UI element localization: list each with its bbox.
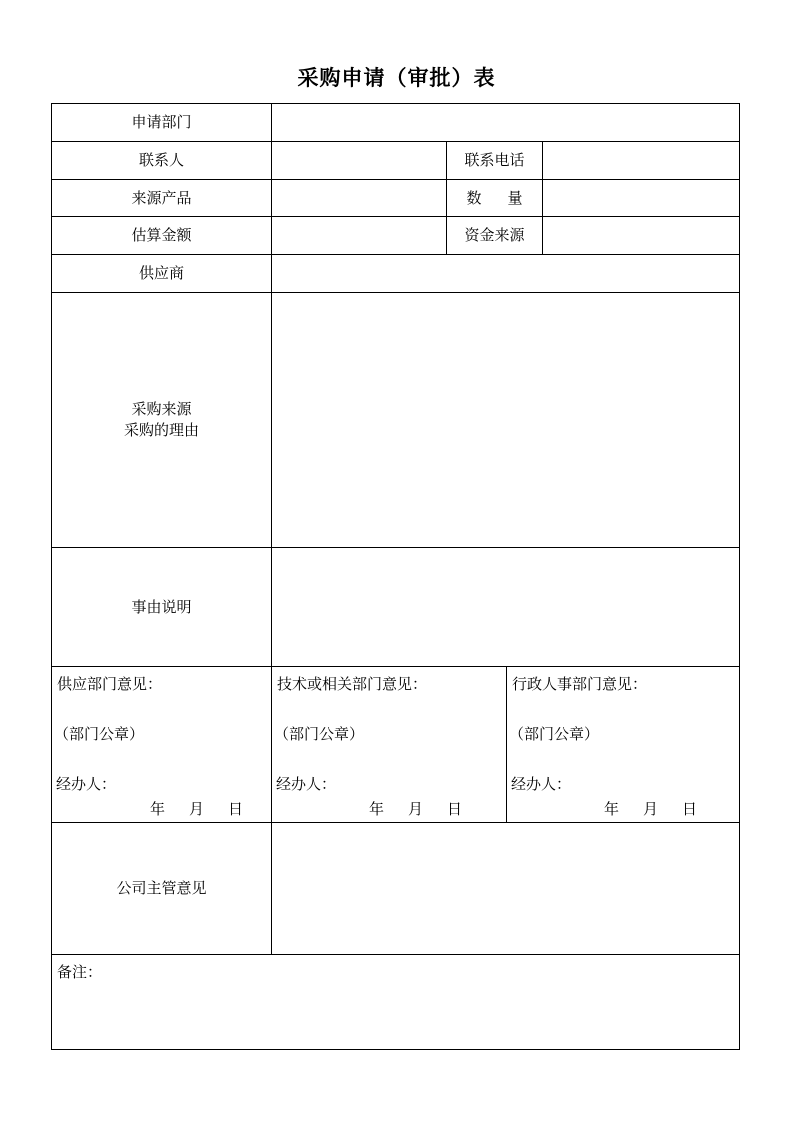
signature-date bbox=[150, 799, 243, 819]
opinion-label: 技术或相关部门意见： bbox=[277, 675, 428, 693]
fund-source-field[interactable] bbox=[543, 217, 739, 254]
year-label: 年 bbox=[369, 800, 385, 818]
phone-label: 联系电话 bbox=[464, 151, 525, 169]
signature-date bbox=[604, 799, 697, 819]
manager-opinion-label: 公司主管意见 bbox=[116, 879, 207, 897]
handler-label: 经办人： bbox=[276, 775, 337, 793]
estimate-field[interactable] bbox=[272, 217, 446, 254]
explanation-field[interactable] bbox=[272, 548, 739, 666]
handler-label: 经办人： bbox=[56, 775, 117, 793]
opinion-label: 行政人事部门意见： bbox=[512, 675, 648, 693]
department-seal-label: （部门公章） bbox=[274, 725, 365, 743]
form-title: 采购申请（审批）表 bbox=[297, 65, 496, 90]
quantity-label bbox=[447, 180, 542, 216]
opinion-column-divider bbox=[506, 666, 507, 822]
day-label: 日 bbox=[228, 800, 244, 818]
product-label: 来源产品 bbox=[131, 188, 192, 207]
day-label: 日 bbox=[447, 800, 463, 818]
supplier-field[interactable] bbox=[272, 255, 739, 292]
reason-label bbox=[52, 293, 271, 547]
row-divider bbox=[51, 954, 740, 955]
opinion-label: 供应部门意见： bbox=[57, 675, 163, 693]
department-label: 申请部门 bbox=[131, 113, 192, 131]
quantity-label-text bbox=[467, 188, 523, 209]
explanation-label: 事由说明 bbox=[131, 597, 192, 616]
table-border-right bbox=[739, 103, 740, 1050]
year-label: 年 bbox=[150, 800, 166, 818]
quantity-label-char-1: 数 bbox=[466, 188, 482, 207]
reason-field[interactable] bbox=[272, 293, 739, 547]
year-label: 年 bbox=[604, 800, 620, 818]
department-seal-label: （部门公章） bbox=[54, 725, 145, 743]
table-border-bottom bbox=[51, 1049, 740, 1050]
manager-opinion-field[interactable] bbox=[272, 823, 739, 954]
supplier-label: 供应商 bbox=[138, 264, 184, 282]
remarks-field[interactable] bbox=[52, 984, 739, 1049]
remarks-label: 备注： bbox=[57, 963, 103, 981]
department-field[interactable] bbox=[272, 104, 739, 141]
reason-label-line2: 采购的理由 bbox=[123, 421, 199, 439]
contact-label: 联系人 bbox=[138, 151, 184, 169]
day-label: 日 bbox=[682, 800, 698, 818]
signature-date bbox=[369, 799, 462, 819]
reason-label-line1: 采购来源 bbox=[131, 400, 192, 418]
quantity-field[interactable] bbox=[543, 180, 739, 216]
month-label: 月 bbox=[408, 800, 424, 818]
fund-source-label: 资金来源 bbox=[464, 226, 525, 244]
row-divider bbox=[51, 666, 740, 667]
contact-field[interactable] bbox=[272, 142, 446, 179]
product-field[interactable] bbox=[272, 180, 446, 216]
month-label: 月 bbox=[643, 800, 659, 818]
quantity-label-char-2: 量 bbox=[507, 188, 523, 207]
handler-label: 经办人： bbox=[511, 775, 572, 793]
department-seal-label: （部门公章） bbox=[509, 725, 600, 743]
estimate-label: 估算金额 bbox=[131, 226, 192, 244]
month-label: 月 bbox=[189, 800, 205, 818]
phone-field[interactable] bbox=[543, 142, 739, 179]
